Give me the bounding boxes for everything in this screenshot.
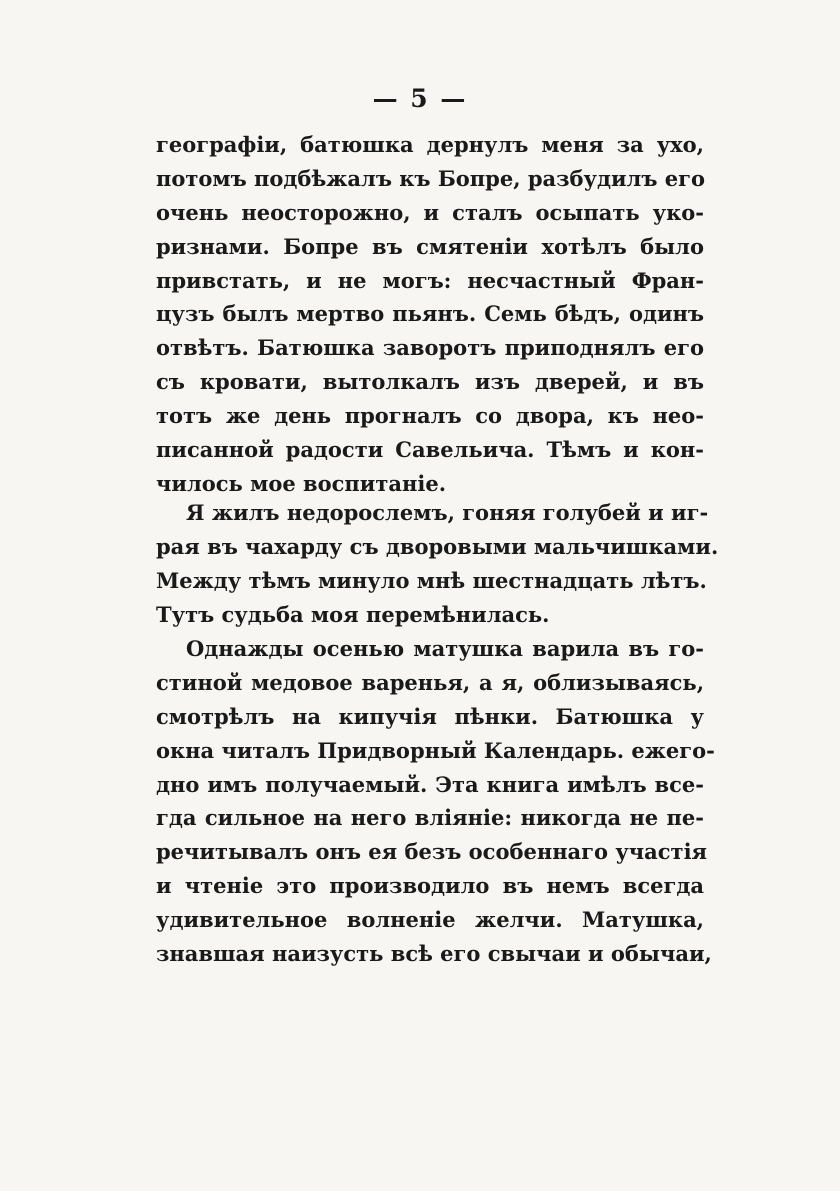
text-line: потомъ подбѣжалъ къ Бопре, разбудилъ его (156, 165, 705, 191)
text-line: ризнами. Бопре въ смятеніи хотѣлъ было (156, 233, 704, 259)
text-line: смотрѣлъ на кипучія пѣнки. Батюшка у (156, 703, 704, 729)
paragraph-1 (156, 128, 704, 501)
text-line: и чтеніе это производило въ немъ всегда (156, 873, 704, 899)
text-line: знавшая наизусть всѣ его свычаи и обычаи, (156, 941, 712, 967)
paragraph-2 (156, 496, 719, 632)
text-line: гда сильное на него вліяніе: никогда не пе- (156, 805, 704, 831)
text-line: рая въ чахарду съ дворовыми мальчишками. (156, 533, 719, 559)
text-line: географіи, батюшка дернулъ меня за ухо, (156, 132, 704, 157)
text-line: цузъ былъ мертво пьянъ. Семь бѣдъ, одинъ (156, 301, 704, 327)
text-line: тотъ же день прогналъ со двора, къ нео- (156, 403, 704, 429)
text-line: отвѣтъ. Батюшка заворотъ приподнялъ его (156, 335, 704, 361)
text-line: привстать, и не могъ: несчастный Фран- (156, 267, 704, 293)
text-line: Однажды осенью матушка варила въ го- (186, 636, 704, 661)
text-line: Я жилъ недорослемъ, гоняя голубей и иг- (186, 500, 709, 525)
text-line: чилось мое воспитаніе. (156, 470, 447, 496)
text-line: писанной радости Савельича. Тѣмъ и кон- (156, 437, 704, 463)
text-line: окна читалъ Придворный Календарь. ежего- (156, 737, 715, 763)
text-line: очень неосторожно, и сталъ осыпать уко- (156, 199, 704, 225)
paragraph-3 (156, 632, 715, 971)
text-line: стиной медовое варенья, а я, облизываясь, (156, 669, 704, 695)
text-line: Между тѣмъ минуло мнѣ шестнадцать лѣтъ. (156, 567, 707, 593)
page-number: — 5 — (372, 84, 468, 113)
text-line: съ кровати, вытолкалъ изъ дверей, и въ (156, 369, 704, 395)
text-line: Тутъ судьба моя перемѣнилась. (156, 601, 550, 627)
text-line: речитывалъ онъ ея безъ особеннаго участія (156, 839, 708, 865)
text-line: дно имъ получаемый. Эта книга имѣлъ все- (156, 771, 704, 797)
text-line: удивительное волненіе желчи. Матушка, (156, 907, 704, 933)
